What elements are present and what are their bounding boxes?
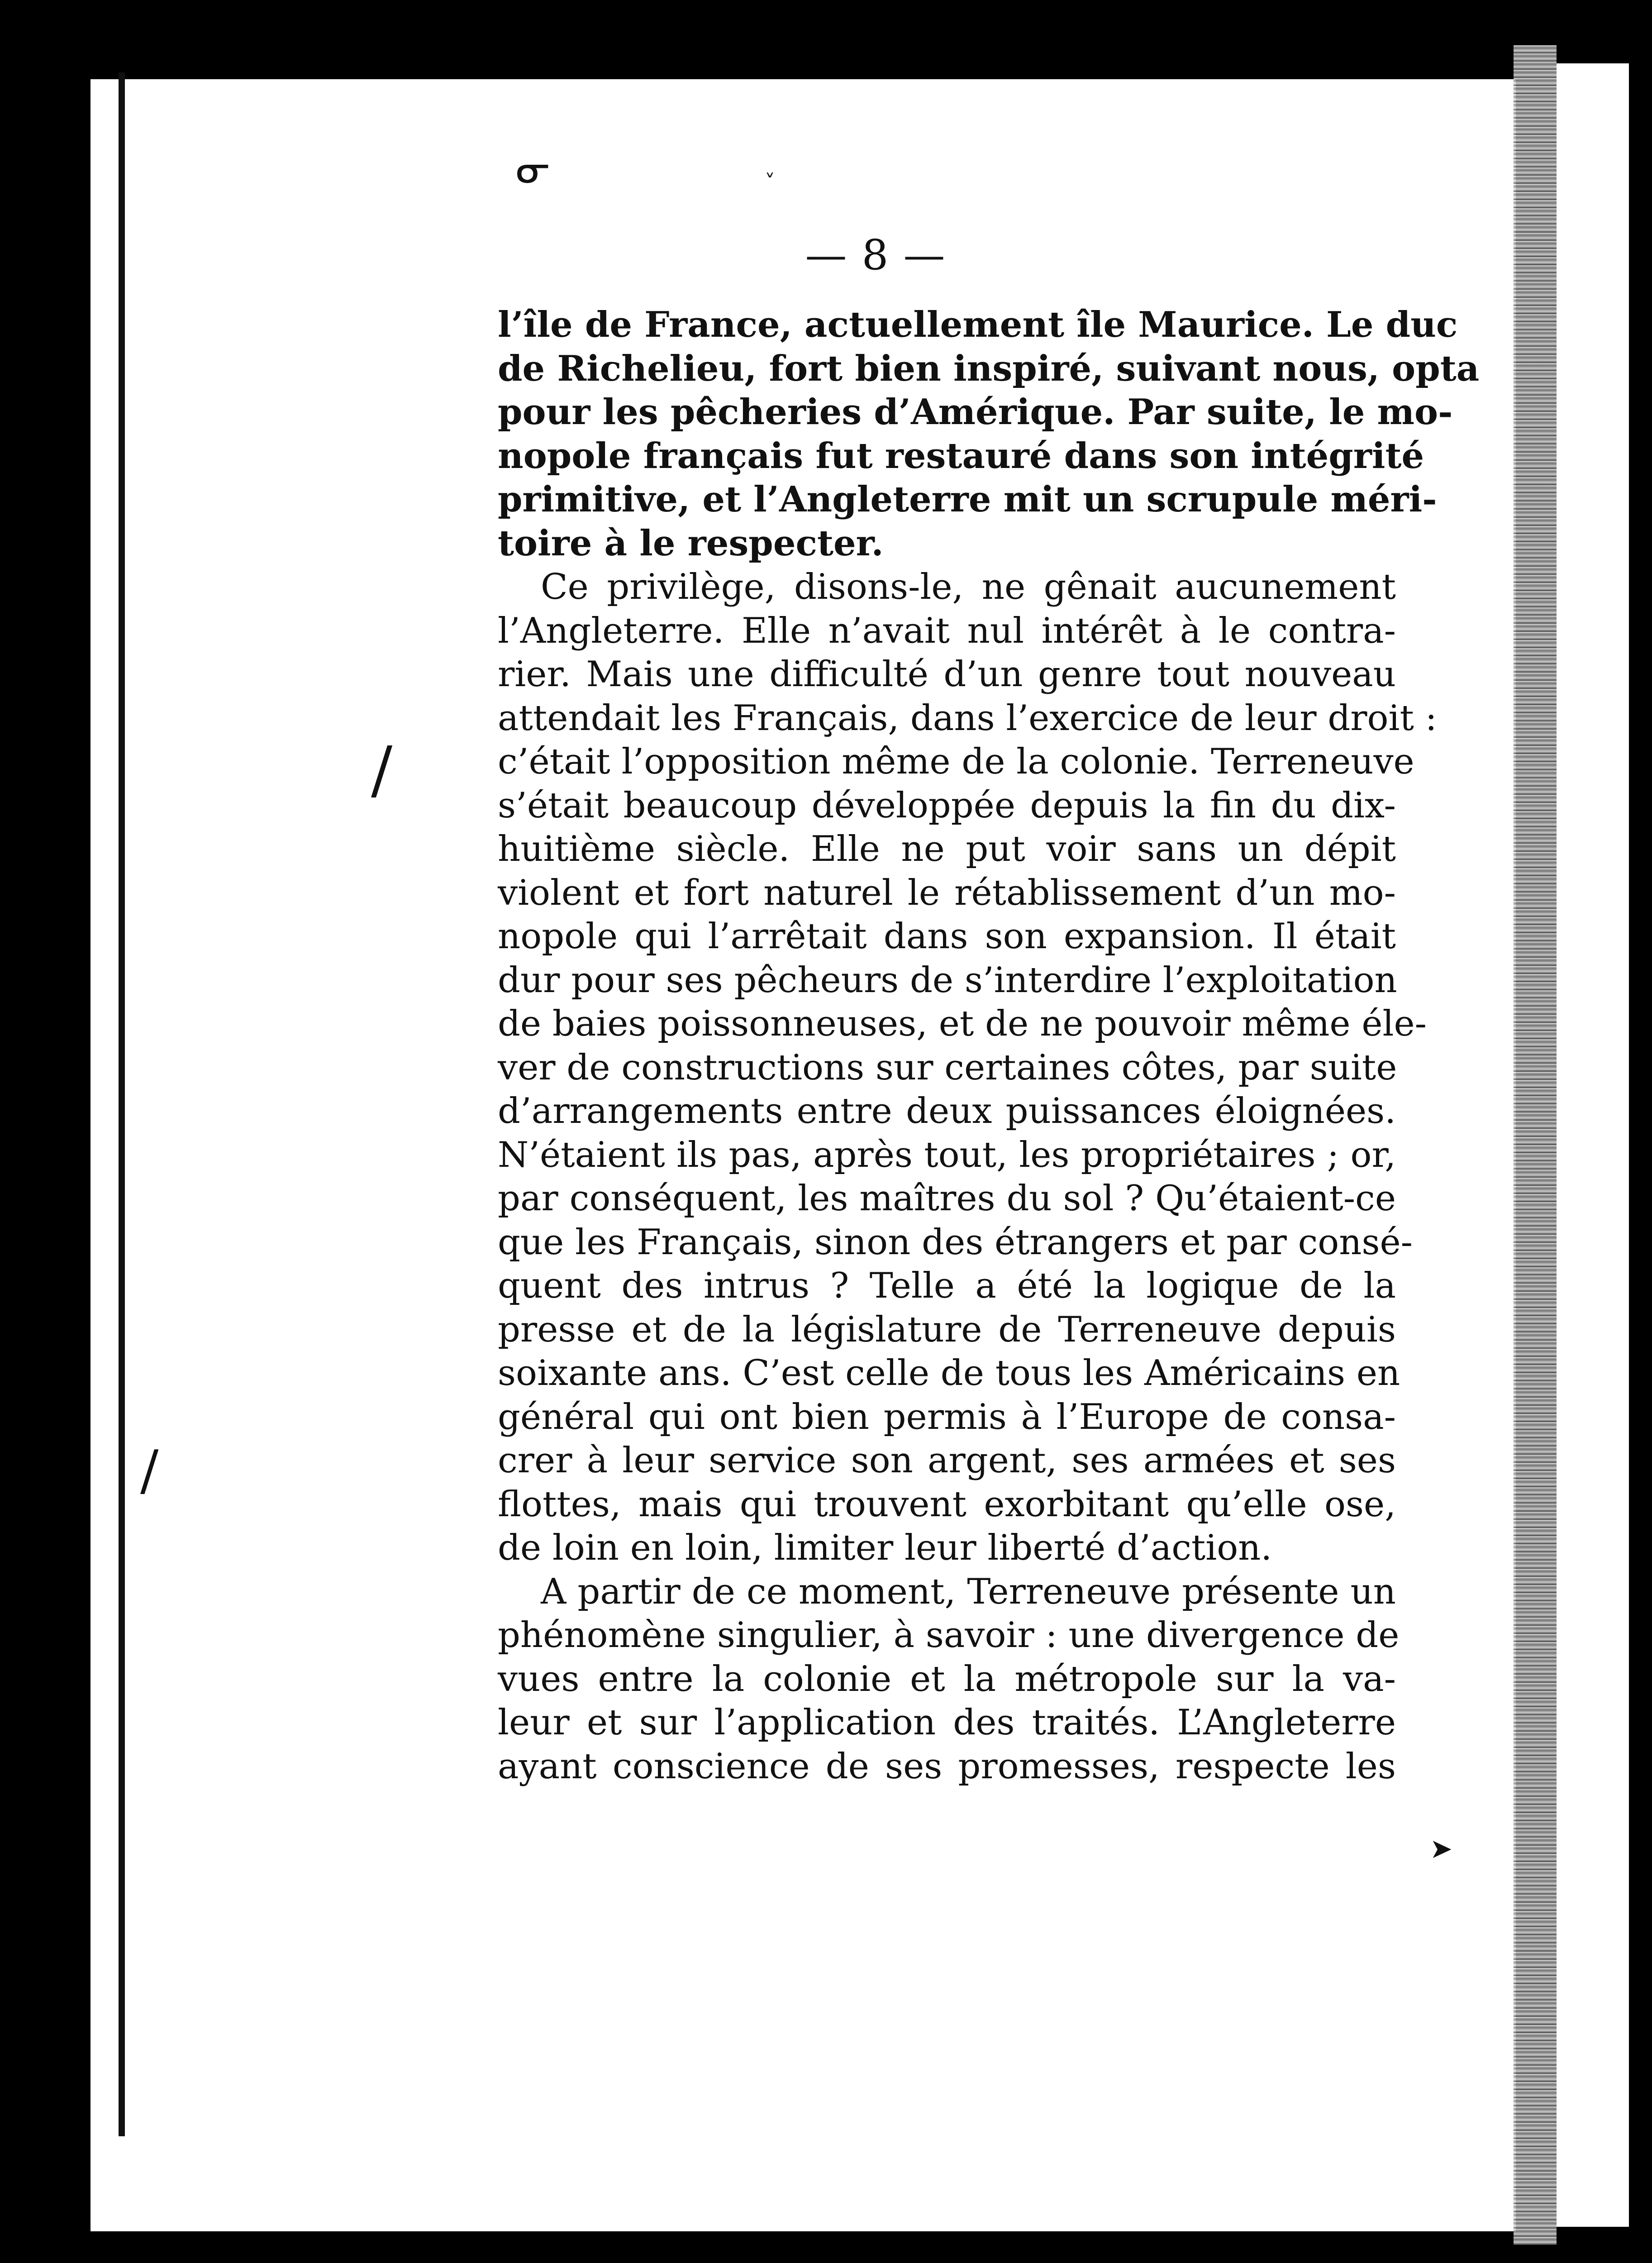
text-line: rier. Mais une difficulté d’un genre tout nouveau <box>498 654 1396 695</box>
text-line: flottes, mais qui trouvent exorbitant qu’elle ose, <box>498 1484 1396 1525</box>
text-line: A partir de ce moment, Terreneuve présente un <box>541 1571 1396 1612</box>
text-line: d’arrangements entre deux puissances éloignées. <box>498 1091 1396 1132</box>
pencil-slash-mark-lower: / <box>140 1439 159 1502</box>
left-binding-edge <box>119 72 125 2136</box>
text-line: nopole qui l’arrêtait dans son expansion. Il était <box>498 916 1396 957</box>
text-line: vues entre la colonie et la métropole sur la va- <box>498 1658 1396 1700</box>
page-number: — 8 — <box>805 231 946 279</box>
text-line: ver de constructions sur certaines côtes, par suite <box>498 1047 1397 1088</box>
text-line: soixante ans. C’est celle de tous les Américains en <box>498 1353 1400 1394</box>
ink-mark-small: ˅ <box>765 170 775 194</box>
text-line: l’Angleterre. Elle n’avait nul intérêt à le contra- <box>498 610 1396 651</box>
text-line: dur pour ses pêcheurs de s’interdire l’exploitation <box>498 960 1397 1001</box>
text-line: par conséquent, les maîtres du sol ? Qu’étaient-ce <box>498 1178 1396 1219</box>
text-line: l’île de France, actuellement île Maurice. Le duc <box>498 304 1458 345</box>
body-text <box>498 303 1480 1788</box>
text-line: nopole français fut restauré dans son intégrité <box>498 435 1424 477</box>
text-line: leur et sur l’application des traités. L’Angleterre <box>498 1702 1396 1743</box>
text-line: huitième siècle. Elle ne put voir sans un dépit <box>498 829 1396 869</box>
arrow-mark-icon: ➤ <box>1430 1833 1453 1865</box>
text-line: ayant conscience de ses promesses, respecte les <box>498 1746 1396 1787</box>
text-line: primitive, et l’Angleterre mit un scrupule méri- <box>498 479 1437 520</box>
text-line: quent des intrus ? Telle a été la logique de la <box>498 1265 1396 1306</box>
right-margin-strip <box>1557 63 1629 2227</box>
right-binding-edge <box>1514 45 1557 2245</box>
text-line: que les Français, sinon des étrangers et par consé- <box>498 1222 1413 1263</box>
text-line: violent et fort naturel le rétablissement d’un mo- <box>498 872 1396 913</box>
text-line: phénomène singulier, à savoir : une divergence de <box>498 1615 1400 1656</box>
text-line: pour les pêcheries d’Amérique. Par suite, le mo- <box>498 391 1453 433</box>
text-line: de loin en loin, limiter leur liberté d’action. <box>498 1528 1272 1568</box>
text-line: de Richelieu, fort bien inspiré, suivant nous, opta <box>498 348 1480 389</box>
text-line: toire à le respecter. <box>498 522 884 564</box>
text-line: N’étaient ils pas, après tout, les propriétaires ; or, <box>498 1134 1396 1175</box>
text-line: général qui ont bien permis à l’Europe de consa- <box>498 1396 1396 1437</box>
text-line: presse et de la législature de Terreneuve depuis <box>498 1309 1396 1350</box>
text-line: crer à leur service son argent, ses armées et ses <box>498 1440 1396 1481</box>
text-line: Ce privilège, disons-le, ne gênait aucunement <box>541 567 1396 607</box>
text-line: c’était l’opposition même de la colonie. Terreneuve <box>498 741 1414 782</box>
ink-mark-top: ᓂ <box>516 145 551 192</box>
text-line: attendait les Français, dans l’exercice de leur droit : <box>498 697 1437 739</box>
pencil-slash-mark: / <box>371 733 393 807</box>
text-line: s’était beaucoup développée depuis la fin du dix- <box>498 785 1396 826</box>
text-line: de baies poissonneuses, et de ne pouvoir même éle- <box>498 1003 1427 1044</box>
